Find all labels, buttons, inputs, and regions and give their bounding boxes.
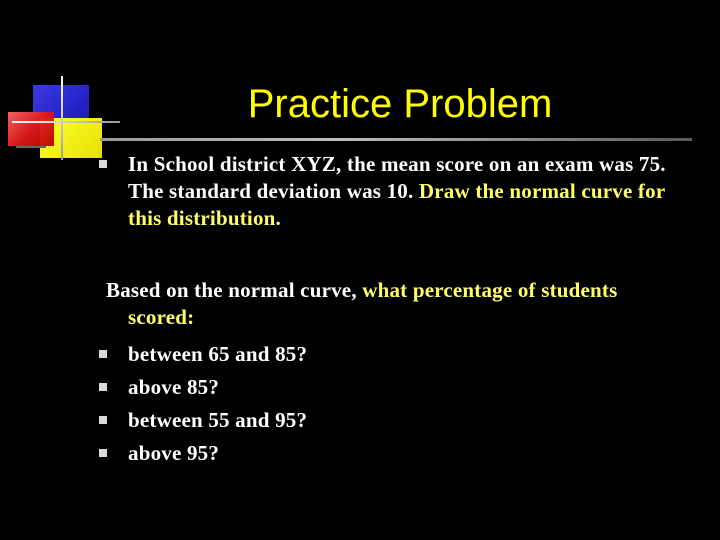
problem-statement [128,151,698,232]
question-lead [106,277,706,331]
logo-horizontal-line [12,121,120,123]
bullet-icon [99,160,107,168]
title-divider [100,138,692,141]
question-lead-text: Based on the normal curve, [106,278,363,302]
bullet-icon [99,383,107,391]
list-item: between 65 and 85? [128,342,308,366]
problem-text: In School district XYZ, the mean score on an exam was 75. The standard deviation was 10. [128,152,666,203]
logo-shadow-line [16,146,46,148]
question-lead-line [106,277,706,304]
list-item: between 55 and 95? [128,408,308,432]
slide-title: Practice Problem [247,82,553,126]
bullet-icon [99,350,107,358]
list-item: above 85? [128,375,220,399]
problem-instruction: Draw the normal curve for this distribution. [128,179,665,230]
bullet-icon [99,416,107,424]
question-continuation: scored: [128,305,195,329]
logo-vertical-line [61,76,63,160]
question-lead-highlight: what percentage of students [362,278,618,302]
list-item: above 95? [128,441,220,465]
bullet-icon [99,449,107,457]
logo-red-square [8,112,54,146]
